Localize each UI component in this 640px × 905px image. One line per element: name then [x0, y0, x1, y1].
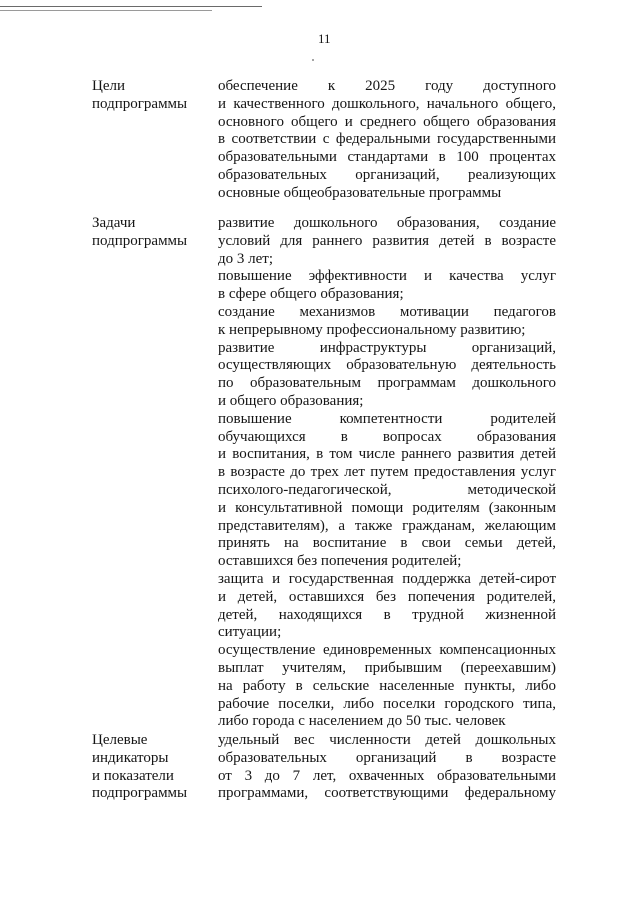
text-line: программами, соответствующими федеральному — [218, 785, 556, 802]
label-line: Цели — [92, 78, 126, 94]
text-line: выплат учителям, прибывшим (переехавшим) — [218, 659, 556, 676]
text-line: представителям), а также гражданам, желающим — [218, 517, 556, 534]
text-line: рабочие поселки, либо поселки городского типа, — [218, 695, 556, 712]
text-line: основного общего и среднего общего образования — [218, 113, 556, 130]
text-line: в соответствии с федеральными государственными — [218, 131, 556, 148]
text-line: и общего образования; — [218, 392, 364, 409]
text-line: и качественного дошкольного, начального общего, — [218, 95, 556, 112]
text-line: образовательных организаций, реализующих — [218, 166, 556, 183]
label-line: Задачи — [92, 215, 136, 231]
text-line: защита и государственная поддержка детей-сирот — [218, 570, 556, 587]
text-line: принять на воспитание в свои семьи детей, — [218, 535, 556, 552]
section-content-goals — [218, 78, 556, 203]
text-line: осуществление единовременных компенсационных — [218, 642, 556, 659]
text-line: детей, находящихся в трудной жизненной — [218, 606, 556, 623]
text-line: развитие инфраструктуры организаций, — [218, 339, 556, 356]
page-number: 11 — [318, 31, 331, 46]
header-rule-secondary — [0, 10, 212, 11]
section-label-goals — [92, 78, 202, 114]
text-line: в сфере общего образования; — [218, 286, 404, 303]
text-line: в возрасте до трех лет путем предоставления услуг — [218, 464, 556, 481]
section-content-tasks — [218, 215, 556, 731]
text-line: повышение эффективности и качества услуг — [218, 268, 556, 285]
text-line: повышение компетентности родителей — [218, 410, 556, 427]
text-line: на работу в сельские населенные пункты, либо — [218, 677, 556, 694]
text-line: осуществляющих образовательную деятельность — [218, 357, 556, 374]
section-label-tasks — [92, 215, 202, 251]
text-line: психолого-педагогической, методической — [218, 481, 556, 498]
text-line: обеспечение к 2025 году доступного — [218, 78, 556, 94]
section-label-indicators — [92, 732, 202, 803]
text-line: к непрерывному профессиональному развитию; — [218, 321, 526, 338]
text-line: развитие дошкольного образования, создание — [218, 215, 556, 231]
label-line: подпрограммы — [92, 785, 188, 802]
text-line: от 3 до 7 лет, охваченных образовательными — [218, 767, 556, 784]
label-line: индикаторы — [92, 749, 169, 766]
text-line: ситуации; — [218, 624, 282, 641]
label-line: подпрограммы — [92, 232, 188, 249]
text-line: образовательными стандартами в 100 процентах — [218, 149, 556, 166]
text-line: условий для раннего развития детей в возрасте — [218, 232, 556, 249]
text-line: по образовательным программам дошкольного — [218, 375, 556, 392]
text-line: основные общеобразовательные программы — [218, 184, 502, 201]
text-line: создание механизмов мотивации педагогов — [218, 303, 556, 320]
text-line: и воспитания, в том числе раннего развития детей — [218, 446, 556, 463]
text-line: оставшихся без попечения родителей; — [218, 553, 462, 570]
text-line: удельный вес численности детей дошкольных — [218, 732, 556, 748]
label-line: и показатели — [92, 767, 174, 784]
label-line: Целевые — [92, 732, 148, 748]
text-line: либо города с населением до 50 тыс. человек — [218, 713, 506, 730]
text-line: до 3 лет; — [218, 250, 273, 267]
header-rule — [0, 6, 262, 7]
scan-speck — [312, 59, 314, 61]
label-line: подпрограммы — [92, 95, 188, 112]
text-line: обучающихся в вопросах образования — [218, 428, 556, 445]
text-line: образовательных организаций в возрасте — [218, 749, 556, 766]
section-content-indicators — [218, 732, 556, 803]
text-line: и консультативной помощи родителям (законным — [218, 499, 556, 516]
text-line: и детей, оставшихся без попечения родителей, — [218, 588, 556, 605]
